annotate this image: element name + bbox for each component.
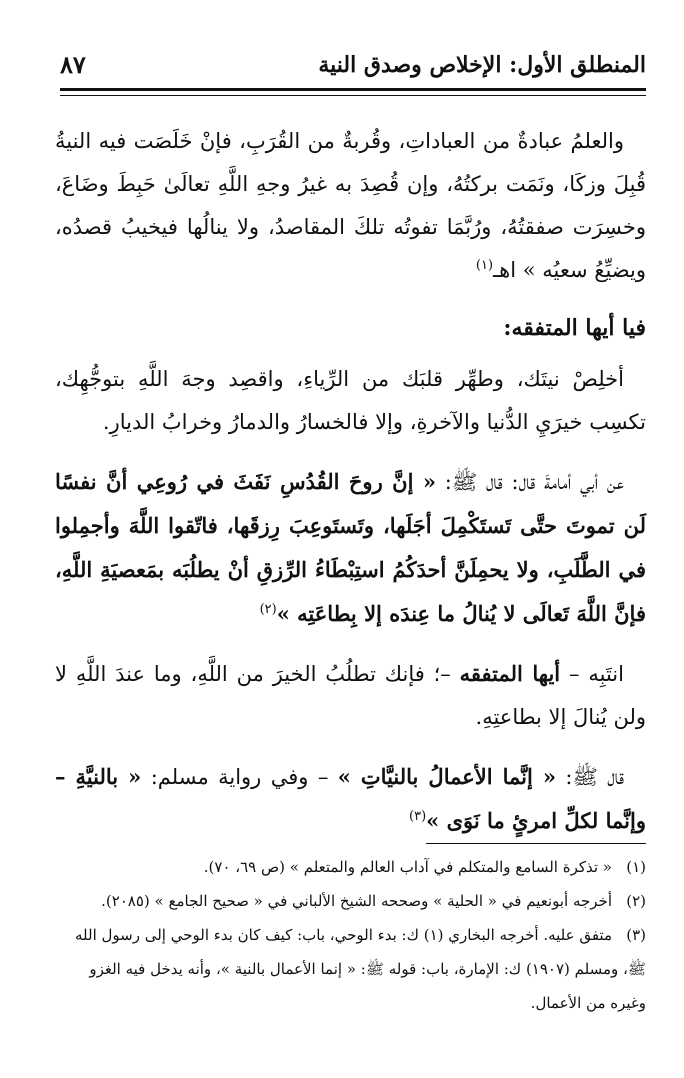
main-text — [55, 120, 646, 859]
paragraph-advice: أخلِصْ نيتَك، وطهِّر قلبَك من الرِّياءِ، واقصِد وجهَ اللَّهِ بتوجُّهِك، تكسِب خيرَيِ الدُّنيا والآخرةِ، وإلا فالخسارُ والدمارُ وخرابُ الديارِ. — [55, 367, 646, 434]
paragraph-text: والعلمُ عبادةٌ من العباداتِ، وقُربةٌ من القُرَبِ، فإنْ خَلَصَت فيه النيةُ قُبِلَ وزكَا، ونَمَت بركتُهُ، وإن قُصِدَ به غيرُ وجهِ اللَّهِ تعالَىٰ حَبِطَ وضَاعَ، وخسِرَت صفقتُهُ، ورُبَّمَا تفوتُه تلكَ المقاصدُ، ولا ينالُها فيخيبُ قصدُه، ويضيِّعُ سعيُه » اهـ — [55, 129, 646, 282]
footnote-ref-3[interactable]: (٣) — [409, 809, 427, 824]
notice-start: انتَبِه – — [560, 662, 624, 686]
paragraph-quote-end — [55, 120, 646, 292]
running-header — [60, 48, 646, 88]
paragraph-hadith-2 — [55, 755, 646, 843]
footnote-number: (٢) — [626, 892, 646, 910]
paragraph-hadith-1 — [55, 460, 646, 636]
hadith2-middle: – وفي رواية مسلم: — [141, 765, 338, 789]
hadith2-variant: « بالنيَّةِ – وإنَّما لكلِّ امرئٍ ما نَوَى » — [55, 764, 646, 833]
footnote-item — [55, 918, 646, 1020]
section-heading: فيا أيها المتفقه: — [503, 315, 646, 341]
footnote-item — [55, 884, 646, 918]
footnote-ref-1[interactable]: (١) — [475, 258, 494, 273]
chapter-title: المنطلق الأول: الإخلاص وصدق النية — [318, 52, 646, 78]
header-rule-thin — [60, 95, 646, 96]
footnote-ref-2[interactable]: (٢) — [259, 602, 277, 617]
footnote-text: متفق عليه. أخرجه البخاري (١) ك: بدء الوحي، باب: كيف كان بدء الوحي إلى رسول الله ﷺ، ومسلم (١٩٠٧) ك: الإمارة، باب: قوله ﷺ: « إنما الأعمال بالنية »، وأنه يدخل فيه الغزو وغيره من الأعمال. — [74, 926, 646, 1012]
footnote-number: (٣) — [626, 926, 646, 944]
notice-address: أيها المتفقه — [459, 661, 561, 686]
footnote-text: « تذكرة السامع والمتكلم في آداب العالم والمتعلم » (ص ٦٩، ٧٠). — [203, 858, 612, 876]
hadith2-intro: قال ﷺ: — [556, 765, 625, 789]
footnote-divider — [426, 843, 646, 844]
footnote-item — [55, 850, 646, 884]
page-number: ٨٧ — [60, 50, 86, 79]
footnotes — [55, 850, 646, 1020]
header-rule-thick — [60, 88, 646, 91]
footnote-text: أخرجه أبونعيم في « الحلية » وصححه الشيخ الألباني في « صحيح الجامع » (٢٠٨٥). — [101, 892, 612, 910]
footnote-number: (١) — [626, 858, 646, 876]
hadith2-text: « إنَّما الأعمالُ بالنيَّاتِ » — [337, 764, 557, 789]
paragraph-notice — [55, 652, 646, 739]
notice-end: –؛ فإنك تطلُبُ الخيرَ من اللَّهِ، وما عندَ اللَّهِ لا ولن يُنالَ إلا بطاعتِهِ. — [55, 662, 646, 729]
hadith-text: « إنَّ روحَ القُدُسِ نَفَثَ في رُوعِي أنَّ نفسًا لَن تموتَ حتَّى تَستَكْمِلَ أجَلَها، وتَستَوعِبَ رِزقَها، فاتّقوا اللَّهَ وأجمِلوا في الطَّلَبِ، ولا يحمِلَنَّ أحدَكُمُ استِبْطَاءُ الرِّزقِ أنْ يطلُبَه بمَعصيَةِ اللَّهِ، فإنَّ اللَّهَ تَعالَى لا يُنالُ ما عِندَه إلا بِطاعَتِه » — [55, 469, 646, 626]
hadith-intro: عن أبي أمامةَ قال: قال ﷺ: — [435, 470, 624, 494]
